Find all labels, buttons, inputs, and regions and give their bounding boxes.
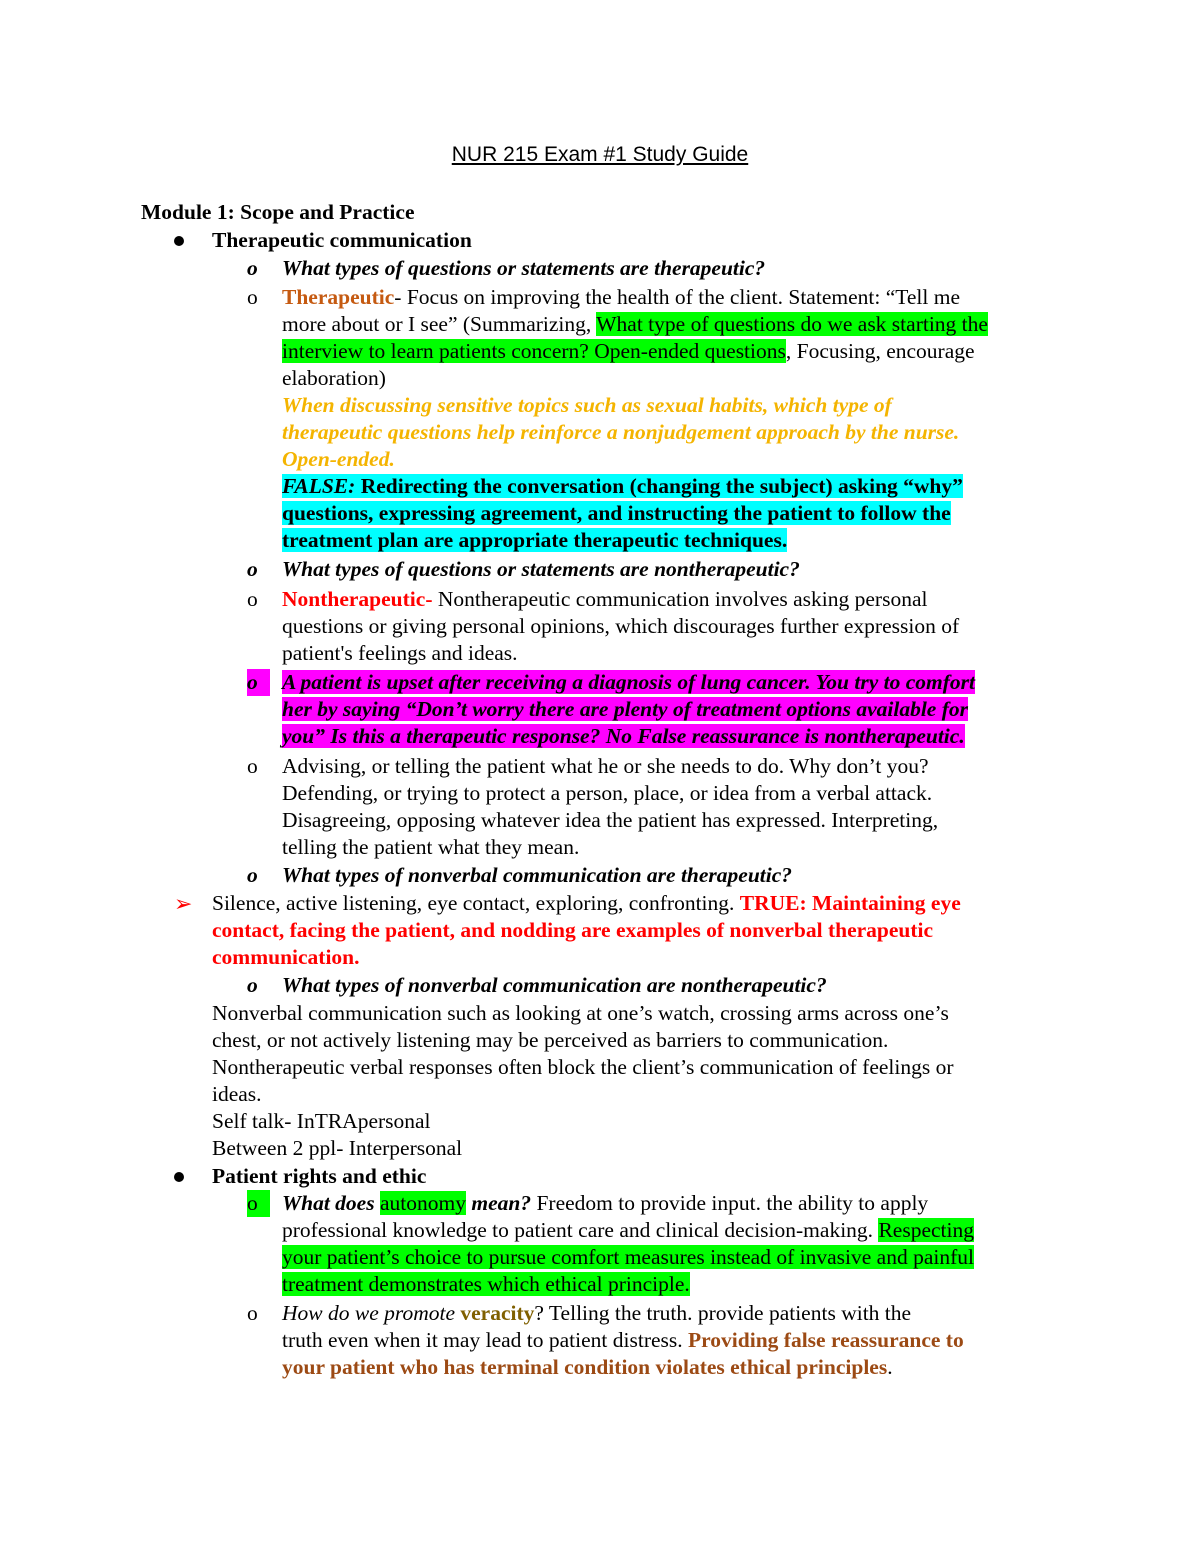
highlighted-text: treatment plan are appropriate therapeutic techniques. [282,528,788,552]
highlighted-text [282,474,963,498]
module-heading: Module 1: Scope and Practice [141,200,415,224]
text-line: therapeutic questions help reinforce a nonjudgement approach by the nurse. [282,420,960,444]
text-line [282,696,975,723]
text-line: telling the patient what they mean. [282,835,580,859]
sub-bullet-marker: o [247,973,258,997]
highlighted-text: Respecting [878,1218,974,1242]
question-therapeutic: What types of questions or statements are therapeutic? [282,256,766,280]
text-span: Telling the truth. provide patients with the [543,1301,912,1325]
arrow-bullet-icon: ➢ [174,891,193,916]
document-title: NUR 215 Exam #1 Study Guide [451,143,749,166]
text-span: your patient who has terminal condition violates ethical principles [282,1355,888,1379]
highlighted-text: her by saying “Don’t worry there are plenty of treatment options available for [282,697,968,721]
text-line: ideas. [212,1082,262,1106]
nonverbal-nontherapeutic-answer [212,1000,954,1162]
text-span: truth even when it may lead to patient distress. [282,1328,689,1352]
question-nonverbal-therapeutic: What types of nonverbal communication are therapeutic? [282,863,793,887]
text-line [282,1271,974,1298]
text-line [282,473,988,500]
sub-bullet-marker: o [247,285,258,309]
bullet-dot-icon [174,1172,184,1182]
highlighted-text: treatment demonstrates which ethical principle. [282,1272,690,1296]
text-line: Nontherapeutic verbal responses often block the client’s communication of feelings or [212,1055,954,1079]
veracity-term: veracity [460,1301,535,1325]
text-line [282,284,988,311]
section-heading-patient-rights: Patient rights and ethic [212,1164,427,1188]
text-line [212,890,961,917]
autonomy-answer [282,1190,974,1298]
text-span: , Focusing, encourage [785,339,975,363]
text-line: Defending, or trying to protect a person, place, or idea from a verbal attack. [282,781,933,805]
text-span: ? [534,1301,544,1325]
therapeutic-answer [282,284,988,554]
bullet-dot-icon [174,236,184,246]
text-line [282,1244,974,1271]
text-line: Self talk- InTRApersonal [212,1109,431,1133]
highlighted-text: A patient is upset after receiving a diagnosis of lung cancer. You try to comfort [282,670,976,694]
nontherapeutic-label: Nontherapeutic- [282,587,433,611]
text-line: contact, facing the patient, and nodding are examples of nonverbal therapeutic [212,918,934,942]
text-line: Open-ended. [282,447,395,471]
text-span: How do we promote [282,1301,461,1325]
text-line [282,669,975,696]
text-line: elaboration) [282,366,386,390]
sub-bullet-marker: o [247,1301,258,1325]
text-span: What does [282,1191,380,1215]
highlighted-text: questions, expressing agreement, and instructing the patient to follow the [282,501,951,525]
nonverbal-therapeutic-answer [212,890,961,971]
text-line [282,500,988,527]
text-span: - Focus on improving the health of the client. Statement: “Tell me [394,285,960,309]
text-line: Disagreeing, opposing whatever idea the patient has expressed. Interpreting, [282,808,939,832]
text-span: more about or I see” (Summarizing, [282,312,597,336]
text-span: Redirecting the conversation (changing the subject) asking “why” [355,474,963,498]
true-statement: TRUE: Maintaining eye [739,891,961,915]
text-line [282,586,959,613]
text-line: chest, or not actively listening may be perceived as barriers to communication. [212,1028,889,1052]
text-line: communication. [212,945,360,969]
nontherapeutic-answer [282,586,959,667]
text-line [282,1327,964,1354]
text-line [282,1300,964,1327]
text-span: Silence, active listening, eye contact, exploring, confronting. [212,891,740,915]
highlighted-text: autonomy [379,1191,466,1215]
text-line [282,723,975,750]
text-line: Advising, or telling the patient what he or she needs to do. Why don’t you? [282,754,929,778]
false-label: FALSE: [282,474,356,498]
sub-bullet-marker: o [247,587,258,611]
highlighted-text: your patient’s choice to pursue comfort measures instead of invasive and painful [282,1245,974,1269]
text-span: Nontherapeutic communication involves asking personal [432,587,928,611]
highlighted-text: What type of questions do we ask starting the [596,312,988,336]
section-heading-therapeutic-communication: Therapeutic communication [212,228,472,252]
sub-bullet-marker: o [247,669,270,696]
text-line [282,527,988,554]
text-line: Nonverbal communication such as looking at one’s watch, crossing arms across one’s [212,1001,949,1025]
text-span: mean? [465,1191,532,1215]
sub-bullet-marker: o [247,754,258,778]
question-nontherapeutic: What types of questions or statements are nontherapeutic? [282,557,800,581]
text-line: patient's feelings and ideas. [282,641,518,665]
text-line [282,1354,964,1381]
sub-bullet-marker: o [247,256,258,280]
text-line [282,338,988,365]
text-line [282,1217,974,1244]
text-line: Between 2 ppl- Interpersonal [212,1136,463,1160]
text-line [282,311,988,338]
lung-cancer-scenario [282,669,975,750]
text-span: Freedom to provide input. the ability to apply [531,1191,929,1215]
question-nonverbal-nontherapeutic: What types of nonverbal communication are nontherapeutic? [282,973,827,997]
highlighted-text: you” Is this a therapeutic response? No False reassurance is nontherapeutic. [282,724,965,748]
sub-bullet-marker: o [247,557,258,581]
highlighted-text: interview to learn patients concern? Open-ended questions [282,339,786,363]
nontherapeutic-examples [282,753,938,861]
text-line: questions or giving personal opinions, which discourages further expression of [282,614,960,638]
veracity-answer [282,1300,964,1381]
text-span: . [887,1355,893,1379]
sub-bullet-marker: o [247,863,258,887]
sub-bullet-marker: o [247,1190,270,1217]
text-line: When discussing sensitive topics such as sexual habits, which type of [282,393,892,417]
text-span: Providing false reassurance to [688,1328,964,1352]
text-span: professional knowledge to patient care and clinical decision-making. [282,1218,879,1242]
text-line [282,1190,974,1217]
therapeutic-label: Therapeutic [282,285,395,309]
